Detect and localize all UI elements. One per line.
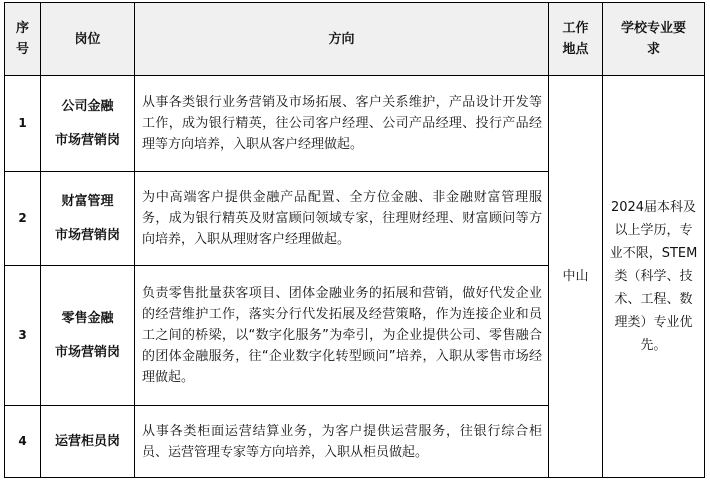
header-direction: 方向 <box>135 3 549 76</box>
header-row <box>5 3 705 76</box>
row-no: 2 <box>5 172 41 266</box>
row-no: 1 <box>5 76 41 172</box>
requirement-cell: 2024届本科及以上学历，专业不限，STEM类（科学、技术、工程、数理类）专业优先。 <box>603 76 705 478</box>
location-cell: 中山 <box>549 76 603 478</box>
row-post: 零售金融 市场营销岗 <box>41 266 135 406</box>
row-no: 3 <box>5 266 41 406</box>
header-post: 岗位 <box>41 3 135 76</box>
header-requirement: 学校专业要 求 <box>603 3 705 76</box>
row-direction: 从事各类银行业务营销及市场拓展、客户关系维护，产品设计开发等工作，成为银行精英，往公司客户经理、公司产品经理、投行产品经理等方向培养，入职从客户经理做起。 <box>135 76 549 172</box>
header-location: 工作 地点 <box>549 3 603 76</box>
row-direction: 从事各类柜面运营结算业务，为客户提供运营服务，往银行综合柜员、运营管理专家等方向培养，入职从柜员做起。 <box>135 406 549 478</box>
row-no: 4 <box>5 406 41 478</box>
row-post: 运营柜员岗 <box>41 406 135 478</box>
recruitment-table <box>4 2 705 478</box>
row-post: 公司金融 市场营销岗 <box>41 76 135 172</box>
header-no: 序 号 <box>5 3 41 76</box>
table-row <box>5 76 705 172</box>
row-direction: 负责零售批量获客项目、团体金融业务的拓展和营销，做好代发企业的经营维护工作，落实分行代发拓展及经营策略，作为连接企业和员工之间的桥梁，以“数字化服务”为牵引，为企业提供公司、零售融合的团体金融服务，往“企业数字化转型顾问”培养，入职从零售市场经理做起。 <box>135 266 549 406</box>
row-direction: 为中高端客户提供金融产品配置、全方位金融、非金融财富管理服务，成为银行精英及财富顾问领域专家，往理财经理、财富顾问等方向培养，入职从理财客户经理做起。 <box>135 172 549 266</box>
row-post: 财富管理 市场营销岗 <box>41 172 135 266</box>
